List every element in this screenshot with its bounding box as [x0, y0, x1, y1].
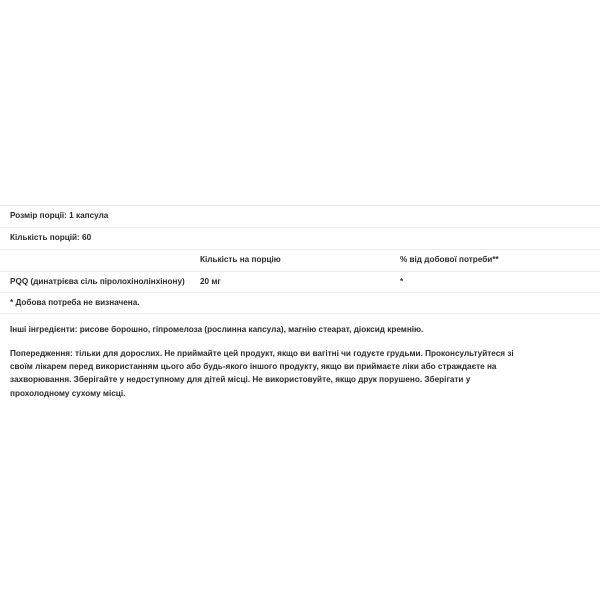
table-row-servings-per-container	[0, 228, 600, 250]
warning-text	[10, 347, 588, 400]
footnote-label: * Добова потреба не визначена.	[10, 297, 140, 307]
table-row	[0, 272, 600, 293]
supplement-facts-table	[0, 205, 600, 314]
column-header-percent-daily-value	[400, 250, 600, 272]
other-ingredients-text: Інші інгредієнти: рисове борошно, гіпромелоза (рослинна капсула), магнію стеарат, діоксид кремнію.	[10, 325, 424, 334]
servings-per-container-cell	[0, 228, 600, 250]
table-header-row	[0, 250, 600, 272]
bottom-spacer	[0, 408, 600, 604]
column-header-name	[0, 250, 200, 272]
serving-size-cell	[0, 206, 600, 228]
column-header-amount-label: Кількість на порцію	[199, 255, 281, 265]
table-row-footnote	[0, 293, 600, 314]
warning-line: захворювання. Зберігайте у недоступному для дітей місці. Не використовуйте, якщо друк порушено. Зберігати у	[10, 375, 471, 385]
nutrient-daily-value-label: *	[399, 276, 404, 286]
footnote-cell	[0, 293, 600, 314]
table-row-serving-size	[0, 206, 600, 228]
warning-line: прохолодному сухому місці.	[10, 388, 126, 398]
nutrient-name-cell	[0, 272, 200, 293]
nutrient-daily-value-cell	[400, 272, 600, 293]
column-header-amount-per-serving	[200, 250, 400, 272]
column-header-dv-label: % від добової потреби**	[399, 255, 499, 265]
serving-size-label: Розмір порції: 1 капсула	[10, 211, 109, 221]
servings-per-container-label: Кількість порцій: 60	[10, 233, 92, 243]
warning-line: своїм лікарем перед використанням цього або будь-якого іншого продукту, якщо ви приймаєте ліки або страждаєте на	[10, 361, 497, 371]
nutrient-amount-label: 20 мг	[199, 276, 221, 286]
warning-line: Попередження: тільки для дорослих. Не приймайте цей продукт, якщо ви вагітні чи годуєте грудьми. Проконсультуйтеся зі	[10, 348, 514, 358]
body-copy	[0, 325, 600, 400]
nutrient-name-label: PQQ (динатрієва сіль піролохінолінхінону)	[10, 276, 185, 286]
nutrient-amount-cell	[200, 272, 400, 293]
top-spacer	[0, 0, 600, 205]
